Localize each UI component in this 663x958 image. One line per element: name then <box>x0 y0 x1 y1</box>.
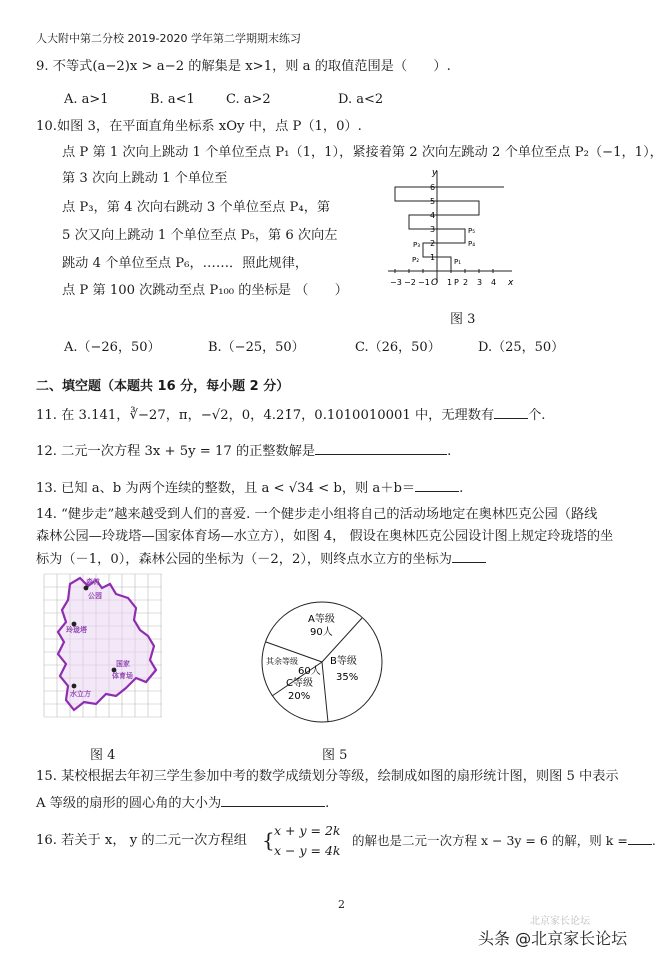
map-label-stadium-1: 国家 <box>116 660 130 668</box>
x-tick-2: 2 <box>463 278 469 287</box>
figure-4-caption: 图 4 <box>90 748 116 763</box>
x-tick-4: 4 <box>491 278 497 287</box>
slice-c-label: C等级 <box>286 678 313 689</box>
q11-answer-blank[interactable] <box>494 406 528 419</box>
question-13 <box>36 479 463 498</box>
x-tick-3: 3 <box>477 278 483 287</box>
map-label-forest-2: 公园 <box>88 592 102 600</box>
slice-a-label: A等级 <box>308 614 335 625</box>
q10-option-d: D.（25，50） <box>478 340 565 355</box>
q9-option-c: C. a>2 <box>226 92 271 107</box>
page-header: 人大附中第二分校 2019-2020 学年第二学期期末练习 <box>36 32 301 45</box>
q12-text: 12. 二元一次方程 3x + 5y = 17 的正整数解是 <box>36 444 316 459</box>
q16-mid: 的解也是二元一次方程 x − 3y = 6 的解，则 k = <box>352 833 628 848</box>
question-10-line2: 点 P 第 1 次向上跳动 1 个单位至点 P₁（1，1），紧接着第 2 次向左跳动 2 个单位至点 P₂（−1，1）， <box>62 145 663 160</box>
q9-option-d: D. a<2 <box>338 92 384 107</box>
slice-other-label: 其余等级 <box>266 657 298 666</box>
q15-line2-text: A 等级的扇形的圆心角的大小为 <box>36 796 222 811</box>
point-p1-label: P₁ <box>454 258 462 266</box>
figure-3-coordinate-plot <box>380 165 520 295</box>
y-tick-2: 2 <box>430 239 436 248</box>
q16-tail: . <box>651 833 656 848</box>
faint-watermark: 北京家长论坛 <box>530 916 590 927</box>
system-equation-2: x − y = 4k <box>274 843 341 858</box>
y-tick-6: 6 <box>430 183 436 192</box>
q9-option-a: A. a>1 <box>64 92 109 107</box>
question-15-line2 <box>36 794 329 813</box>
page-number: 2 <box>338 898 345 911</box>
q12-answer-blank[interactable] <box>315 442 447 455</box>
slice-b-count: 60人 <box>298 666 321 677</box>
x-tick-neg2: −2 <box>404 278 416 287</box>
slice-b-percent: 35% <box>336 672 359 683</box>
question-10-line5: 5 次又向上跳动 1 个单位至点 P₅，第 6 次向左 <box>62 228 338 243</box>
point-p2-label: P₂ <box>412 256 420 264</box>
y-tick-3: 3 <box>430 225 436 234</box>
slice-a-count: 90人 <box>310 627 333 638</box>
q13-answer-blank[interactable] <box>415 479 459 492</box>
q16-answer-blank[interactable] <box>628 832 652 845</box>
question-10-line3: 第 3 次向上跳动 1 个单位至 <box>62 171 228 186</box>
question-9: 9. 不等式(a−2)x > a−2 的解集是 x>1，则 a 的取值范围是（ ）. <box>36 59 451 74</box>
point-p3-label: P₃ <box>413 241 421 249</box>
figure-4-park-map <box>44 574 162 720</box>
y-axis-label: y <box>432 168 438 178</box>
slice-c-percent: 20% <box>288 691 311 702</box>
question-16-lead: 16. 若关于 x， y 的二元一次方程组 <box>36 833 247 848</box>
q10-option-c: C.（26，50） <box>355 340 441 355</box>
slice-b-label: B等级 <box>330 656 357 667</box>
x-tick-1: 1 <box>447 278 453 287</box>
q15-answer-blank[interactable] <box>221 794 325 807</box>
map-label-water-cube: 水立方 <box>70 690 91 698</box>
point-p4-label: P₄ <box>468 240 476 248</box>
q10-option-b: B.（−25，50） <box>208 340 305 355</box>
question-16-rest <box>352 832 656 850</box>
question-11 <box>36 406 546 425</box>
system-equation-1: x + y = 2k <box>274 823 341 838</box>
question-10-line4: 点 P₃，第 4 次向右跳动 3 个单位至点 P₄，第 <box>62 200 331 215</box>
question-10-line6: 跳动 4 个单位至点 P₆，……．照此规律， <box>62 256 309 271</box>
figure-5-caption: 图 5 <box>322 748 348 763</box>
pie-divider-3 <box>322 662 328 722</box>
x-axis-label: x <box>508 278 514 288</box>
question-14-line3 <box>36 550 486 569</box>
y-tick-5: 5 <box>430 197 436 206</box>
q13-tail: . <box>459 481 464 496</box>
y-tick-1: 1 <box>430 253 436 262</box>
watermark: 头条 @北京家长论坛 <box>478 929 628 948</box>
x-tick-neg1: −1 <box>418 278 430 287</box>
q11-text: 11. 在 3.141，∛−27，π，−√2，0，4.21̇7̇，0.1010010001 中，无理数有 <box>36 408 495 423</box>
map-label-forest-1: 森林 <box>86 578 100 586</box>
q12-tail: . <box>447 444 452 459</box>
q10-option-a: A.（−26，50） <box>64 340 161 355</box>
q11-tail: 个. <box>528 408 546 423</box>
figure-5-pie-chart <box>258 598 388 728</box>
point-p-label: P <box>454 278 459 287</box>
point-p5-label: P₅ <box>468 227 476 235</box>
question-14-line1: 14. “健步走”越来越受到人们的喜爱. 一个健步走小组将自己的活动场地定在奥林匹克公园（路线 <box>36 507 598 522</box>
map-label-linglong-tower: 玲珑塔 <box>66 626 87 634</box>
map-label-stadium-2: 体育场 <box>112 672 133 680</box>
section-2-heading: 二、填空题（本题共 16 分，每小题 2 分） <box>36 379 290 394</box>
question-12 <box>36 442 451 461</box>
system-brace: { <box>262 828 275 852</box>
q15-tail: . <box>325 796 330 811</box>
q13-text: 13. 已知 a、b 为两个连续的整数，且 a < √34 < b，则 a＋b＝ <box>36 481 416 496</box>
q9-option-b: B. a<1 <box>150 92 195 107</box>
q14-answer-blank[interactable] <box>452 550 486 563</box>
q14-line3-text: 标为（－1，0），森林公园的坐标为（－2，2），则终点水立方的坐标为 <box>36 552 452 567</box>
question-14-line2: 森林公园—玲珑塔—国家体育场—水立方），如图 4， 假设在奥林匹克公园设计图上规定玲珑塔的坐 <box>36 529 614 544</box>
question-10-line1: 10.如图 3，在平面直角坐标系 xOy 中，点 P（1，0）. <box>36 119 362 134</box>
question-15-line1: 15. 某校根据去年初三学生参加中考的数学成绩划分等级，绘制成如图的扇形统计图，则图 5 中表示 <box>36 769 619 784</box>
figure-3-caption: 图 3 <box>450 312 476 327</box>
origin-label: O <box>431 278 439 288</box>
y-tick-4: 4 <box>430 211 436 220</box>
x-tick-neg3: −3 <box>390 278 402 287</box>
question-10-line7: 点 P 第 100 次跳动至点 P₁₀₀ 的坐标是 （ ） <box>62 283 348 298</box>
